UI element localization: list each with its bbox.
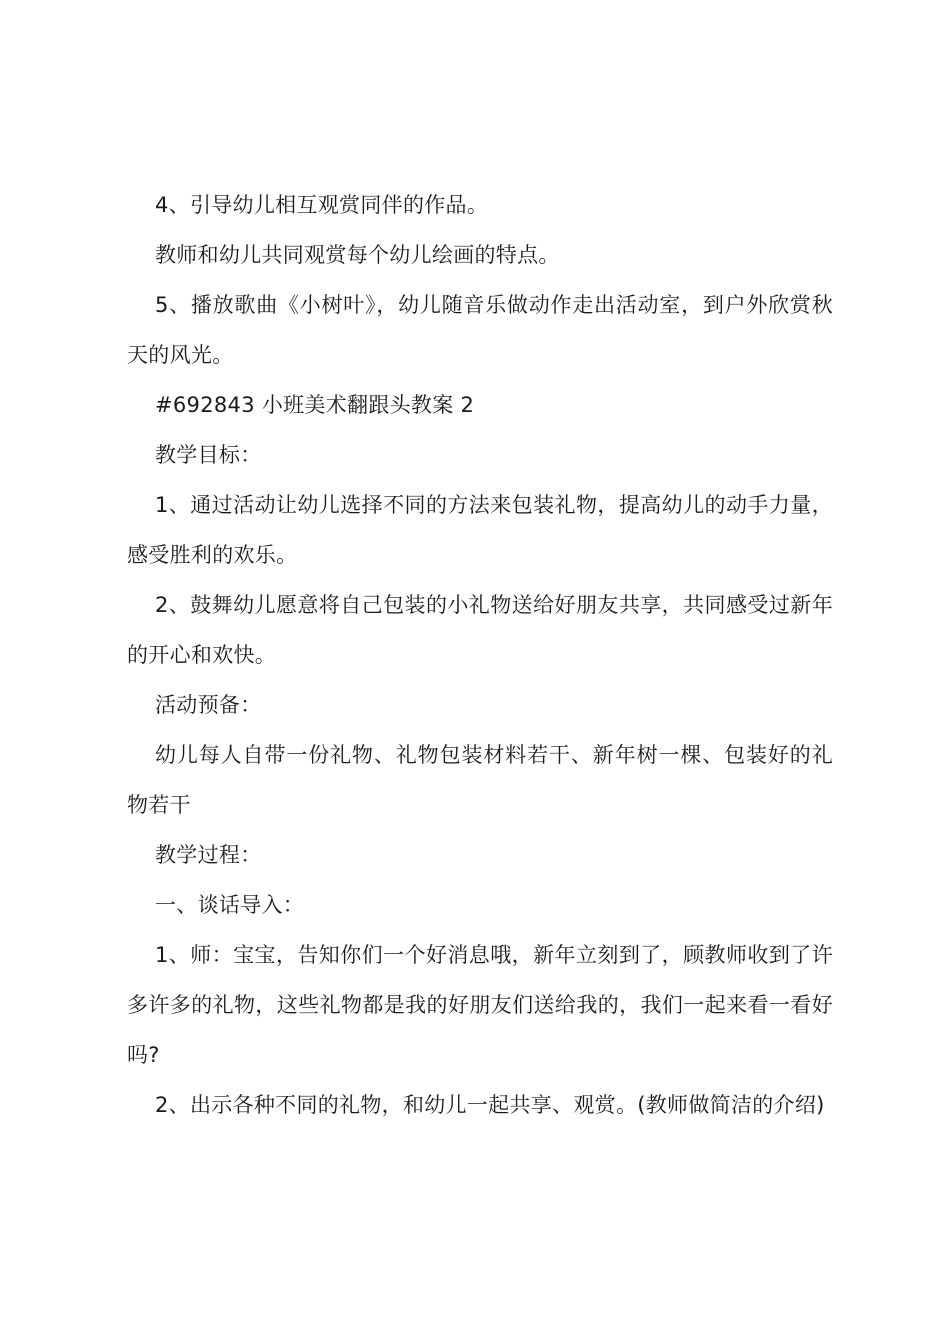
- step-5-paragraph: 5、播放歌曲《小树叶》，幼儿随音乐做动作走出活动室，到户外欣赏秋天的风光。: [127, 293, 833, 367]
- step-4-paragraph: 4、引导幼儿相互观赏同伴的作品。: [155, 193, 489, 217]
- lesson-title: #692843 小班美术翻跟头教案 2: [155, 393, 475, 417]
- objectives-heading: 教学目标：: [155, 443, 262, 467]
- appreciation-paragraph: 教师和幼儿共同观赏每个幼儿绘画的特点。: [155, 243, 560, 267]
- preparation-paragraph: 幼儿每人自带一份礼物、礼物包装材料若干、新年树一棵、包装好的礼物若干: [127, 743, 833, 817]
- objective-2-paragraph: 2、鼓舞幼儿愿意将自己包装的小礼物送给好朋友共享，共同感受过新年的开心和欢快。: [127, 593, 833, 667]
- process-step-1-paragraph: 1、师：宝宝，告知你们一个好消息哦，新年立刻到了，顾教师收到了许多许多的礼物，这些礼物都是我的好朋友们送给我的，我们一起来看一看好吗?: [127, 943, 833, 1067]
- process-step-2-paragraph: 2、出示各种不同的礼物，和幼儿一起共享、观赏。(教师做简洁的介绍): [155, 1093, 825, 1117]
- intro-heading: 一、谈话导入：: [155, 893, 305, 917]
- preparation-heading: 活动预备：: [155, 693, 262, 717]
- objective-1-paragraph: 1、通过活动让幼儿选择不同的方法来包装礼物，提高幼儿的动手力量，感受胜利的欢乐。: [127, 493, 833, 567]
- process-heading: 教学过程：: [155, 843, 262, 867]
- document-body: [127, 180, 833, 1130]
